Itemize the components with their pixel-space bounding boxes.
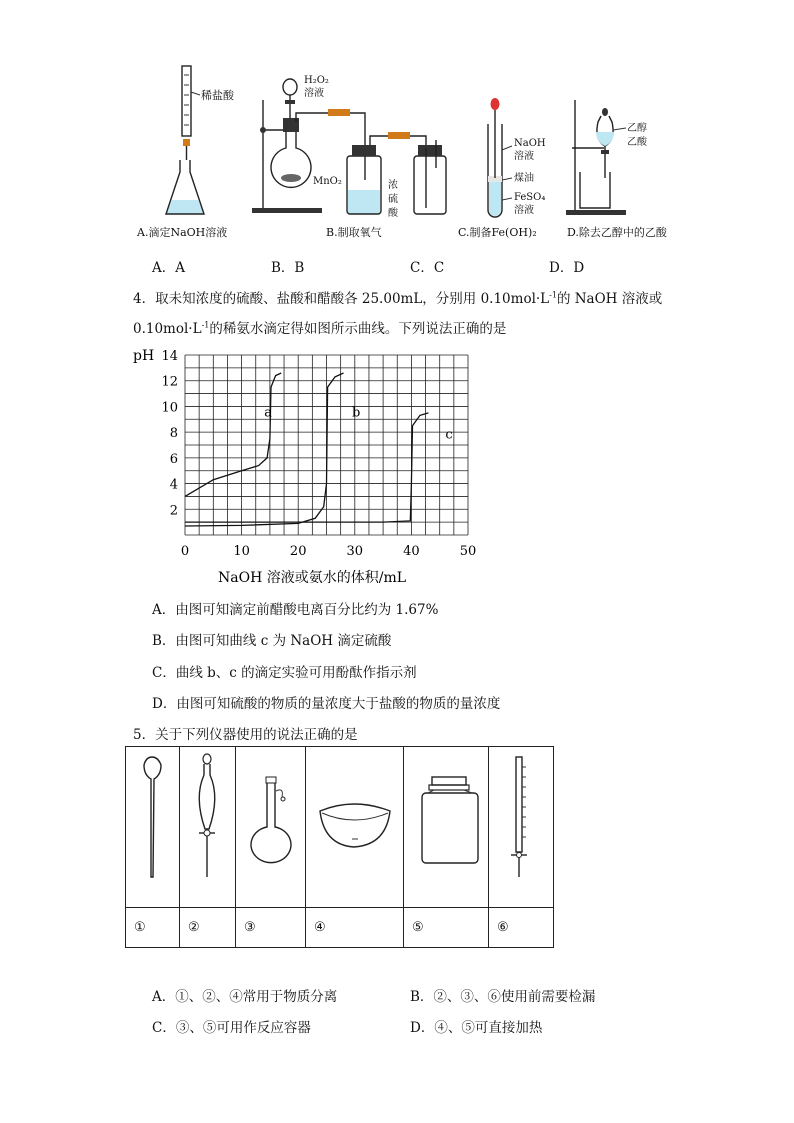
kerosene-label: 煤油 xyxy=(514,173,534,184)
acetic-acid-label: 乙酸 xyxy=(627,137,647,148)
q5-option-d: D．④、⑤可直接加热 xyxy=(410,1020,543,1036)
instrument-number-6: ⑥ xyxy=(489,908,554,948)
q3-option-a: A．A xyxy=(152,260,185,276)
feso4-label: FeSO₄ xyxy=(514,192,546,203)
y-tick-label: 2 xyxy=(169,503,178,519)
mno2-label: MnO₂ xyxy=(313,176,342,187)
acid-label-1: 浓 xyxy=(388,180,398,191)
x-tick-label: 10 xyxy=(233,544,250,559)
wide-mouth-bottle-icon xyxy=(404,747,488,903)
caption-c: C.制备Fe(OH)₂ xyxy=(458,226,537,239)
h2o2-label: H₂O₂ xyxy=(304,75,329,86)
q4-stem-sup1: -1 xyxy=(549,290,557,300)
x-tick-label: 20 xyxy=(289,544,307,559)
caption-d: D.除去乙醇中的乙酸 xyxy=(567,226,667,239)
q3-option-b: B．B xyxy=(271,260,305,276)
instrument-2-cell xyxy=(180,747,236,908)
q4-option-c: C．曲线 b、c 的滴定实验可用酚酞作指示剂 xyxy=(152,665,417,681)
instrument-5-cell xyxy=(404,747,489,908)
curve-label-c: c xyxy=(445,427,453,443)
q4-stem-line2-end: 的稀氨水滴定得如图所示曲线。下列说法正确的是 xyxy=(209,321,507,337)
evaporating-dish-icon xyxy=(306,747,403,903)
y-tick-label: 4 xyxy=(169,477,178,493)
naoh-label-solution: 溶液 xyxy=(514,151,534,162)
q4-option-d: D．由图可知硫酸的物质的量浓度大于盐酸的物质的量浓度 xyxy=(152,696,501,712)
reagent-label-a: 稀盐酸 xyxy=(201,89,234,102)
instrument-4-cell xyxy=(306,747,404,908)
instrument-number-1: ① xyxy=(126,908,180,948)
q3-option-d: D．D xyxy=(549,260,585,276)
x-tick-label: 40 xyxy=(403,544,420,559)
q3-option-c: C．C xyxy=(410,260,445,276)
y-tick-label: 10 xyxy=(161,400,178,416)
y-tick-label: 6 xyxy=(169,451,178,467)
h2o2-label-solution: 溶液 xyxy=(304,88,324,99)
feso4-label-solution: 溶液 xyxy=(514,205,534,216)
caption-a: A.滴定NaOH溶液 xyxy=(137,226,228,239)
instrument-table xyxy=(125,746,554,948)
x-tick-label: 50 xyxy=(459,544,477,559)
chart-curves xyxy=(185,373,428,526)
q5-stem: 5．关于下列仪器使用的说法正确的是 xyxy=(133,727,358,743)
curve-b xyxy=(185,373,344,526)
y-tick-label: 12 xyxy=(161,374,178,390)
instrument-3-cell xyxy=(236,747,306,908)
curve-label-b: b xyxy=(351,405,361,421)
q4-option-b: B．由图可知曲线 c 为 NaOH 滴定硫酸 xyxy=(152,633,392,649)
instrument-number-4: ④ xyxy=(306,908,404,948)
acid-label-3: 酸 xyxy=(388,208,398,219)
x-tick-label: 30 xyxy=(346,544,364,559)
curve-c xyxy=(185,413,428,522)
x-axis-label: NaOH 溶液或氨水的体积/mL xyxy=(218,570,407,586)
volumetric-flask-icon xyxy=(236,747,305,903)
q5-option-c: C．③、⑤可用作反应容器 xyxy=(152,1020,311,1036)
instrument-number-2: ② xyxy=(180,908,236,948)
q5-option-a: A．①、②、④常用于物质分离 xyxy=(152,989,338,1005)
acid-label-2: 硫 xyxy=(388,194,398,205)
curve-labels xyxy=(264,406,452,443)
instrument-6-cell xyxy=(489,747,554,908)
y-tick-labels xyxy=(161,349,178,518)
q4-stem-sup2: -1 xyxy=(201,320,210,330)
x-tick-labels xyxy=(181,544,476,559)
x-tick-label: 0 xyxy=(180,544,190,559)
ethanol-label: 乙醇 xyxy=(627,123,647,134)
separatory-funnel-icon xyxy=(180,747,235,903)
y-axis-label: pH xyxy=(133,348,155,364)
q4-option-a: A．由图可知滴定前醋酸电离百分比约为 1.67% xyxy=(152,602,439,618)
q5-option-b: B．②、③、⑥使用前需要检漏 xyxy=(410,989,596,1005)
q4-stem-line2-text: 0.10mol·L xyxy=(133,321,202,337)
instrument-number-3: ③ xyxy=(236,908,306,948)
caption-b: B.制取氧气 xyxy=(326,226,382,239)
acid-burette-icon xyxy=(489,747,553,903)
y-tick-label: 14 xyxy=(161,349,178,364)
q4-stem-line1-end: 的 NaOH 溶液或 xyxy=(556,291,663,307)
instrument-number-5: ⑤ xyxy=(404,908,489,948)
instrument-1-cell xyxy=(126,747,180,908)
long-neck-funnel-icon xyxy=(126,747,179,903)
y-tick-label: 8 xyxy=(169,426,178,442)
curve-label-a: a xyxy=(264,405,273,421)
naoh-label: NaOH xyxy=(514,138,546,149)
q4-stem-line1-text: 4．取未知浓度的硫酸、盐酸和醋酸各 25.00mL，分别用 0.10mol·L xyxy=(133,291,550,307)
